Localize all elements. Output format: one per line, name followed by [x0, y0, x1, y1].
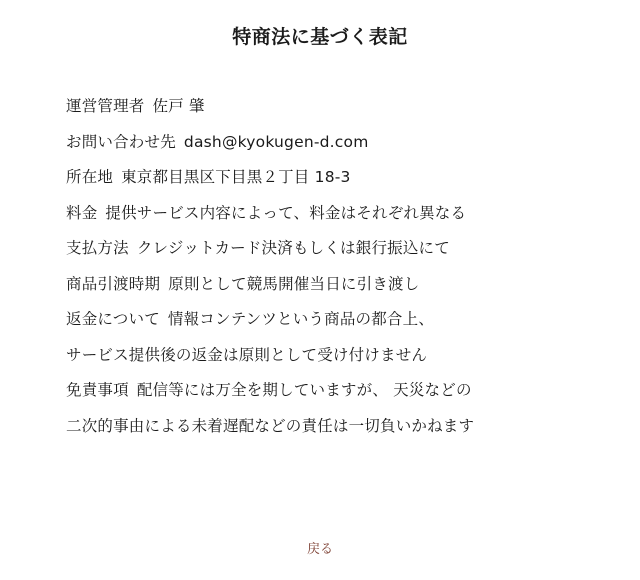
line-value: dash@kyokugen-d.com — [183, 132, 369, 151]
line-payment — [66, 231, 626, 267]
line-label: 運営管理者 — [66, 97, 145, 115]
line-label: 返金について — [66, 310, 160, 328]
line-value: 原則として競馬開催当日に引き渡し — [168, 274, 420, 293]
line-label: お問い合わせ先 — [66, 132, 176, 151]
line-value: 情報コンテンツという商品の都合上、 — [167, 310, 435, 328]
line-refund — [66, 302, 626, 338]
back-link[interactable]: 戻る — [306, 542, 333, 557]
disclosure-list — [66, 89, 626, 444]
line-disclaimer-cont — [66, 409, 626, 445]
line-label: 支払方法 — [66, 239, 129, 257]
line-value: 配信等には万全を期していますが、 天災などの — [136, 381, 472, 399]
line-value: 東京都目黒区下目黒２丁目 18-3 — [121, 168, 351, 186]
page-title: 特商法に基づく表記 — [232, 26, 408, 48]
line-delivery — [66, 267, 626, 303]
line-value: 提供サービス内容によって、料金はそれぞれ異なる — [105, 203, 467, 222]
line-value: サービス提供後の返金は原則として受け付けません — [66, 345, 428, 364]
line-price — [66, 196, 626, 232]
line-label: 所在地 — [66, 168, 114, 186]
line-operator — [66, 89, 626, 125]
line-label: 商品引渡時期 — [66, 274, 161, 293]
line-value: クレジットカード決済もしくは銀行振込にて — [136, 239, 450, 257]
line-disclaimer — [66, 373, 626, 409]
line-refund-cont — [66, 338, 626, 374]
line-label: 免責事項 — [66, 381, 129, 399]
line-value: 佐戸 肇 — [152, 97, 205, 115]
line-contact — [66, 125, 626, 161]
line-label: 料金 — [66, 203, 98, 222]
line-value: 二次的事由による未着遅配などの責任は一切負いかねます — [66, 416, 475, 435]
line-address — [66, 160, 626, 196]
